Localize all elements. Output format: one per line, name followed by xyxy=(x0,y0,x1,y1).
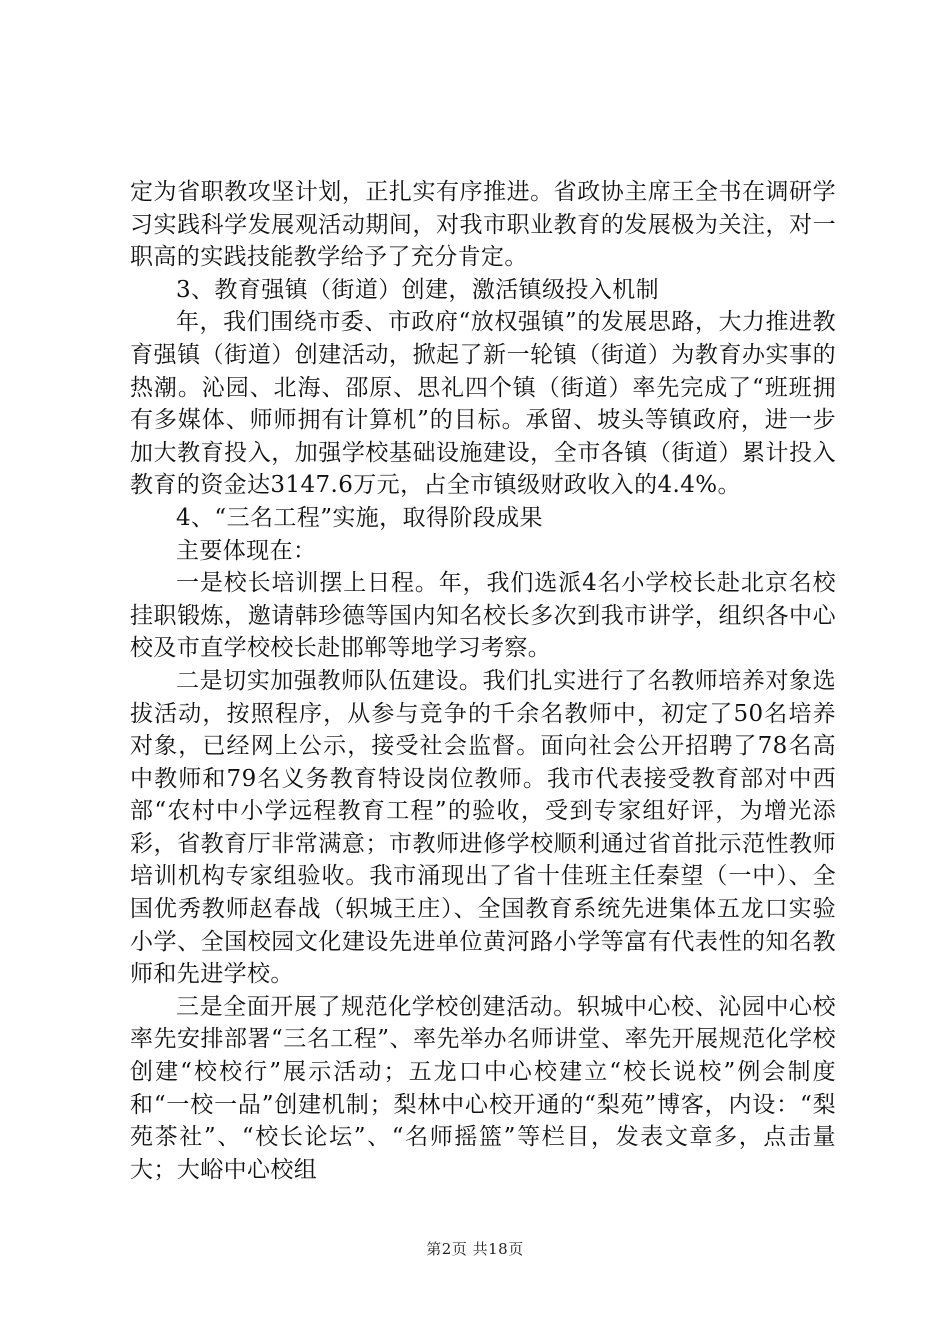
document-body xyxy=(130,176,836,1186)
paragraph-intro: 主要体现在： xyxy=(176,537,317,564)
paragraph-section-3: 年，我们围绕市委、市政府“放权强镇”的发展思路，大力推进教育强镇（街道）创建活动，掀起了新一轮镇（街道）为教育办实事的热潮。沁园、北海、邵原、思礼四个镇（街道）率先完成了“班班拥有多媒体、师师拥有计算机”的目标。承留、坡头等镇政府，进一步加大教育投入，加强学校基础设施建设，全市各镇（街道）累计投入教育的资金达3147.6万元，占全市镇级财政收入的4.4%。 xyxy=(130,309,836,499)
paragraph-point-2: 二是切实加强教师队伍建设。我们扎实进行了名教师培养对象选拔活动，按照程序，从参与竞争的千余名教师中，初定了50名培养对象，已经网上公示，接受社会监督。面向社会公开招聘了78名高中教师和79名义务教育特设岗位教师。我市代表接受教育部对中西部“农村中小学远程教育工程”的验收，受到专家组好评，为增光添彩，省教育厅非常满意；市教师进修学校顺利通过省首批示范性教师培训机构专家组验收。我市涌现出了省十佳班主任秦望（一中）、全国优秀教师赵春战（轵城王庄）、全国教育系统先进集体五龙口实验小学、全国校园文化建设先进单位黄河路小学等富有代表性的知名教师和先进学校。 xyxy=(130,667,836,988)
paragraph-continued: 定为省职教攻坚计划，正扎实有序推进。省政协主席王全书在调研学习实践科学发展观活动期间，对我市职业教育的发展极为关注，对一职高的实践技能教学给予了充分肯定。 xyxy=(130,179,836,271)
section-heading-3: 3、教育强镇（街道）创建，激活镇级投入机制 xyxy=(176,276,660,303)
section-heading-4: 4、“三名工程”实施，取得阶段成果 xyxy=(176,504,543,531)
page-number-footer: 第2页 共18页 xyxy=(426,1240,524,1258)
paragraph-point-3: 三是全面开展了规范化学校创建活动。轵城中心校、沁园中心校率先安排部署“三名工程”、率先举办名师讲堂、率先开展规范化学校创建“校校行”展示活动；五龙口中心校建立“校长说校”例会制度和“一校一品”创建机制；梨林中心校开通的“梨苑”博客，内设：“梨苑茶社”、“校长论坛”、“名师摇篮”等栏目，发表文章多，点击量大；大峪中心校组 xyxy=(130,993,836,1183)
paragraph-point-1: 一是校长培训摆上日程。年，我们选派4名小学校长赴北京名校挂职锻炼，邀请韩珍德等国内知名校长多次到我市讲学，组织各中心校及市直学校校长赴邯郸等地学习考察。 xyxy=(130,570,836,662)
